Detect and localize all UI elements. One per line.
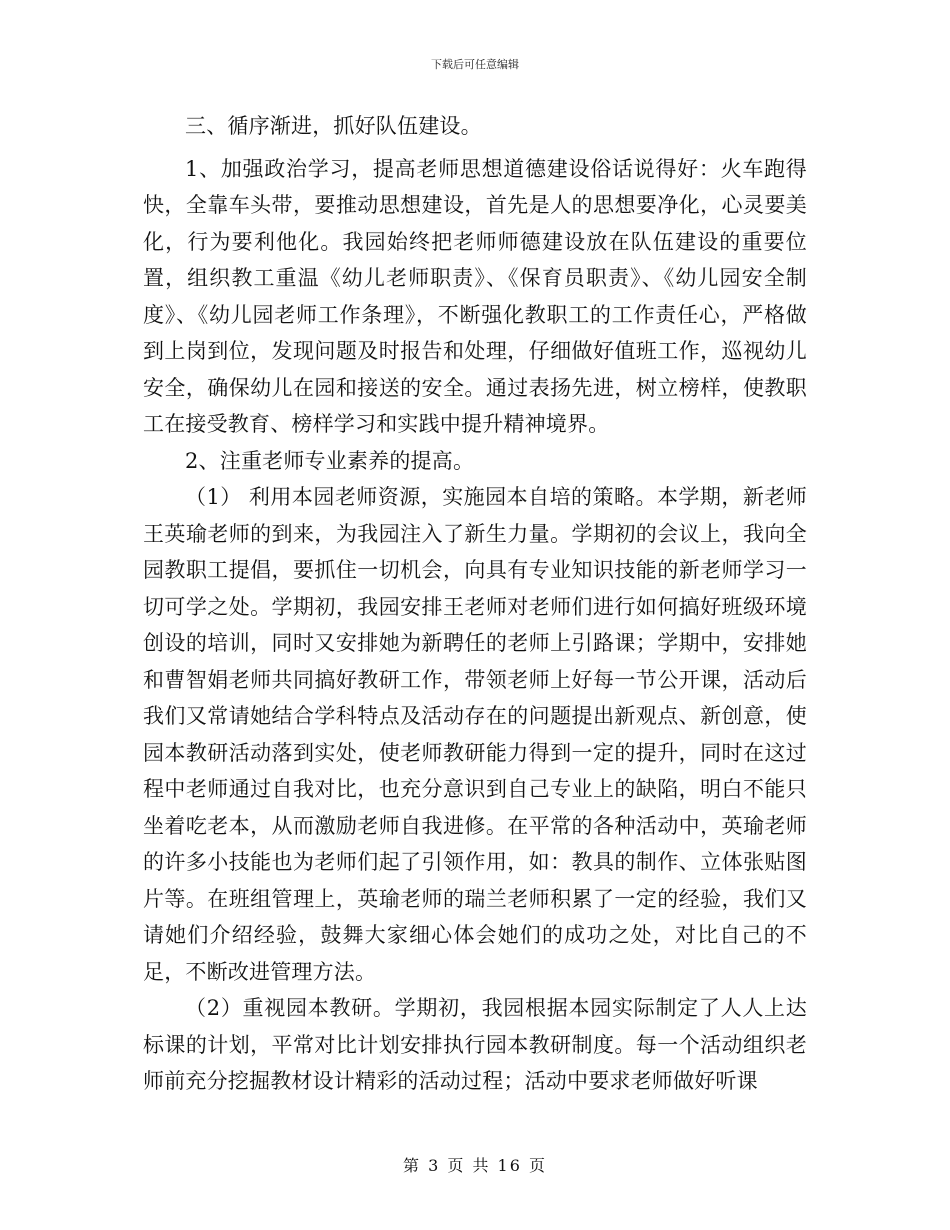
page-number: 第 3 页 共 16 页: [403, 1156, 547, 1175]
page-header: 下载后可任意编辑: [431, 58, 519, 71]
paragraph-self-training: （1） 利用本园老师资源，实施园本自培的策略。本学期，新老师王英瑜老师的到来，为我园注入了新生力量。学期初的会议上，我向全园教职工提倡，要抓住一切机会，向具有专业知识技能的新老师学习一切可学之处。学期初，我园安排王老师对老师们进行如何搞好班级环境创设的培训，同时又安排她为新聘任的老师上引路课；学期中，安排她和曹智娟老师共同搞好教研工作，带领老师上好每一节公开课，活动后我们又常请她结合学科特点及活动存在的问题提出新观点、新创意，使园本教研活动落到实处，使老师教研能力得到一定的提升，同时在这过程中老师通过自我对比，也充分意识到自己专业上的缺陷，明白不能只坐着吃老本，从而激励老师自我进修。在平常的各种活动中，英瑜老师的许多小技能也为老师们起了引领作用，如：教具的制作、立体张贴图片等。在班组管理上，英瑜老师的瑞兰老师积累了一定的经验，我们又请她们介绍经验，鼓舞大家细心体会她们的成功之处，对比自己的不足，不断改进管理方法。: [143, 485, 807, 984]
subsection-heading: 2、注重老师专业素养的提高。: [185, 448, 475, 473]
paragraph-political-study: 1、加强政治学习，提高老师思想道德建设俗话说得好：火车跑得快，全靠车头带，要推动思想建设，首先是人的思想要净化，心灵要美化，行为要利他化。我园始终把老师师德建设放在队伍建设的重要位置，组织教工重温《幼儿老师职责》、《保育员职责》、《幼儿园安全制度》、《幼儿园老师工作条理》，不断强化教职工的工作责任心，严格做到上岗到位，发现问题及时报告和处理，仔细做好值班工作，巡视幼儿安全，确保幼儿在园和接送的安全。通过表扬先进，树立榜样，使教职工在接受教育、榜样学习和实践中提升精神境界。: [143, 156, 807, 436]
paragraph-school-research: （2）重视园本教研。学期初，我园根据本园实际制定了人人上达标课的计划，平常对比计划安排执行园本教研制度。每一个活动组织老师前充分挖掘教材设计精彩的活动过程；活动中要求老师做好听课: [143, 996, 807, 1093]
section-heading: 三、循序渐进，抓好队伍建设。: [185, 114, 482, 138]
document-body: [143, 108, 807, 1100]
